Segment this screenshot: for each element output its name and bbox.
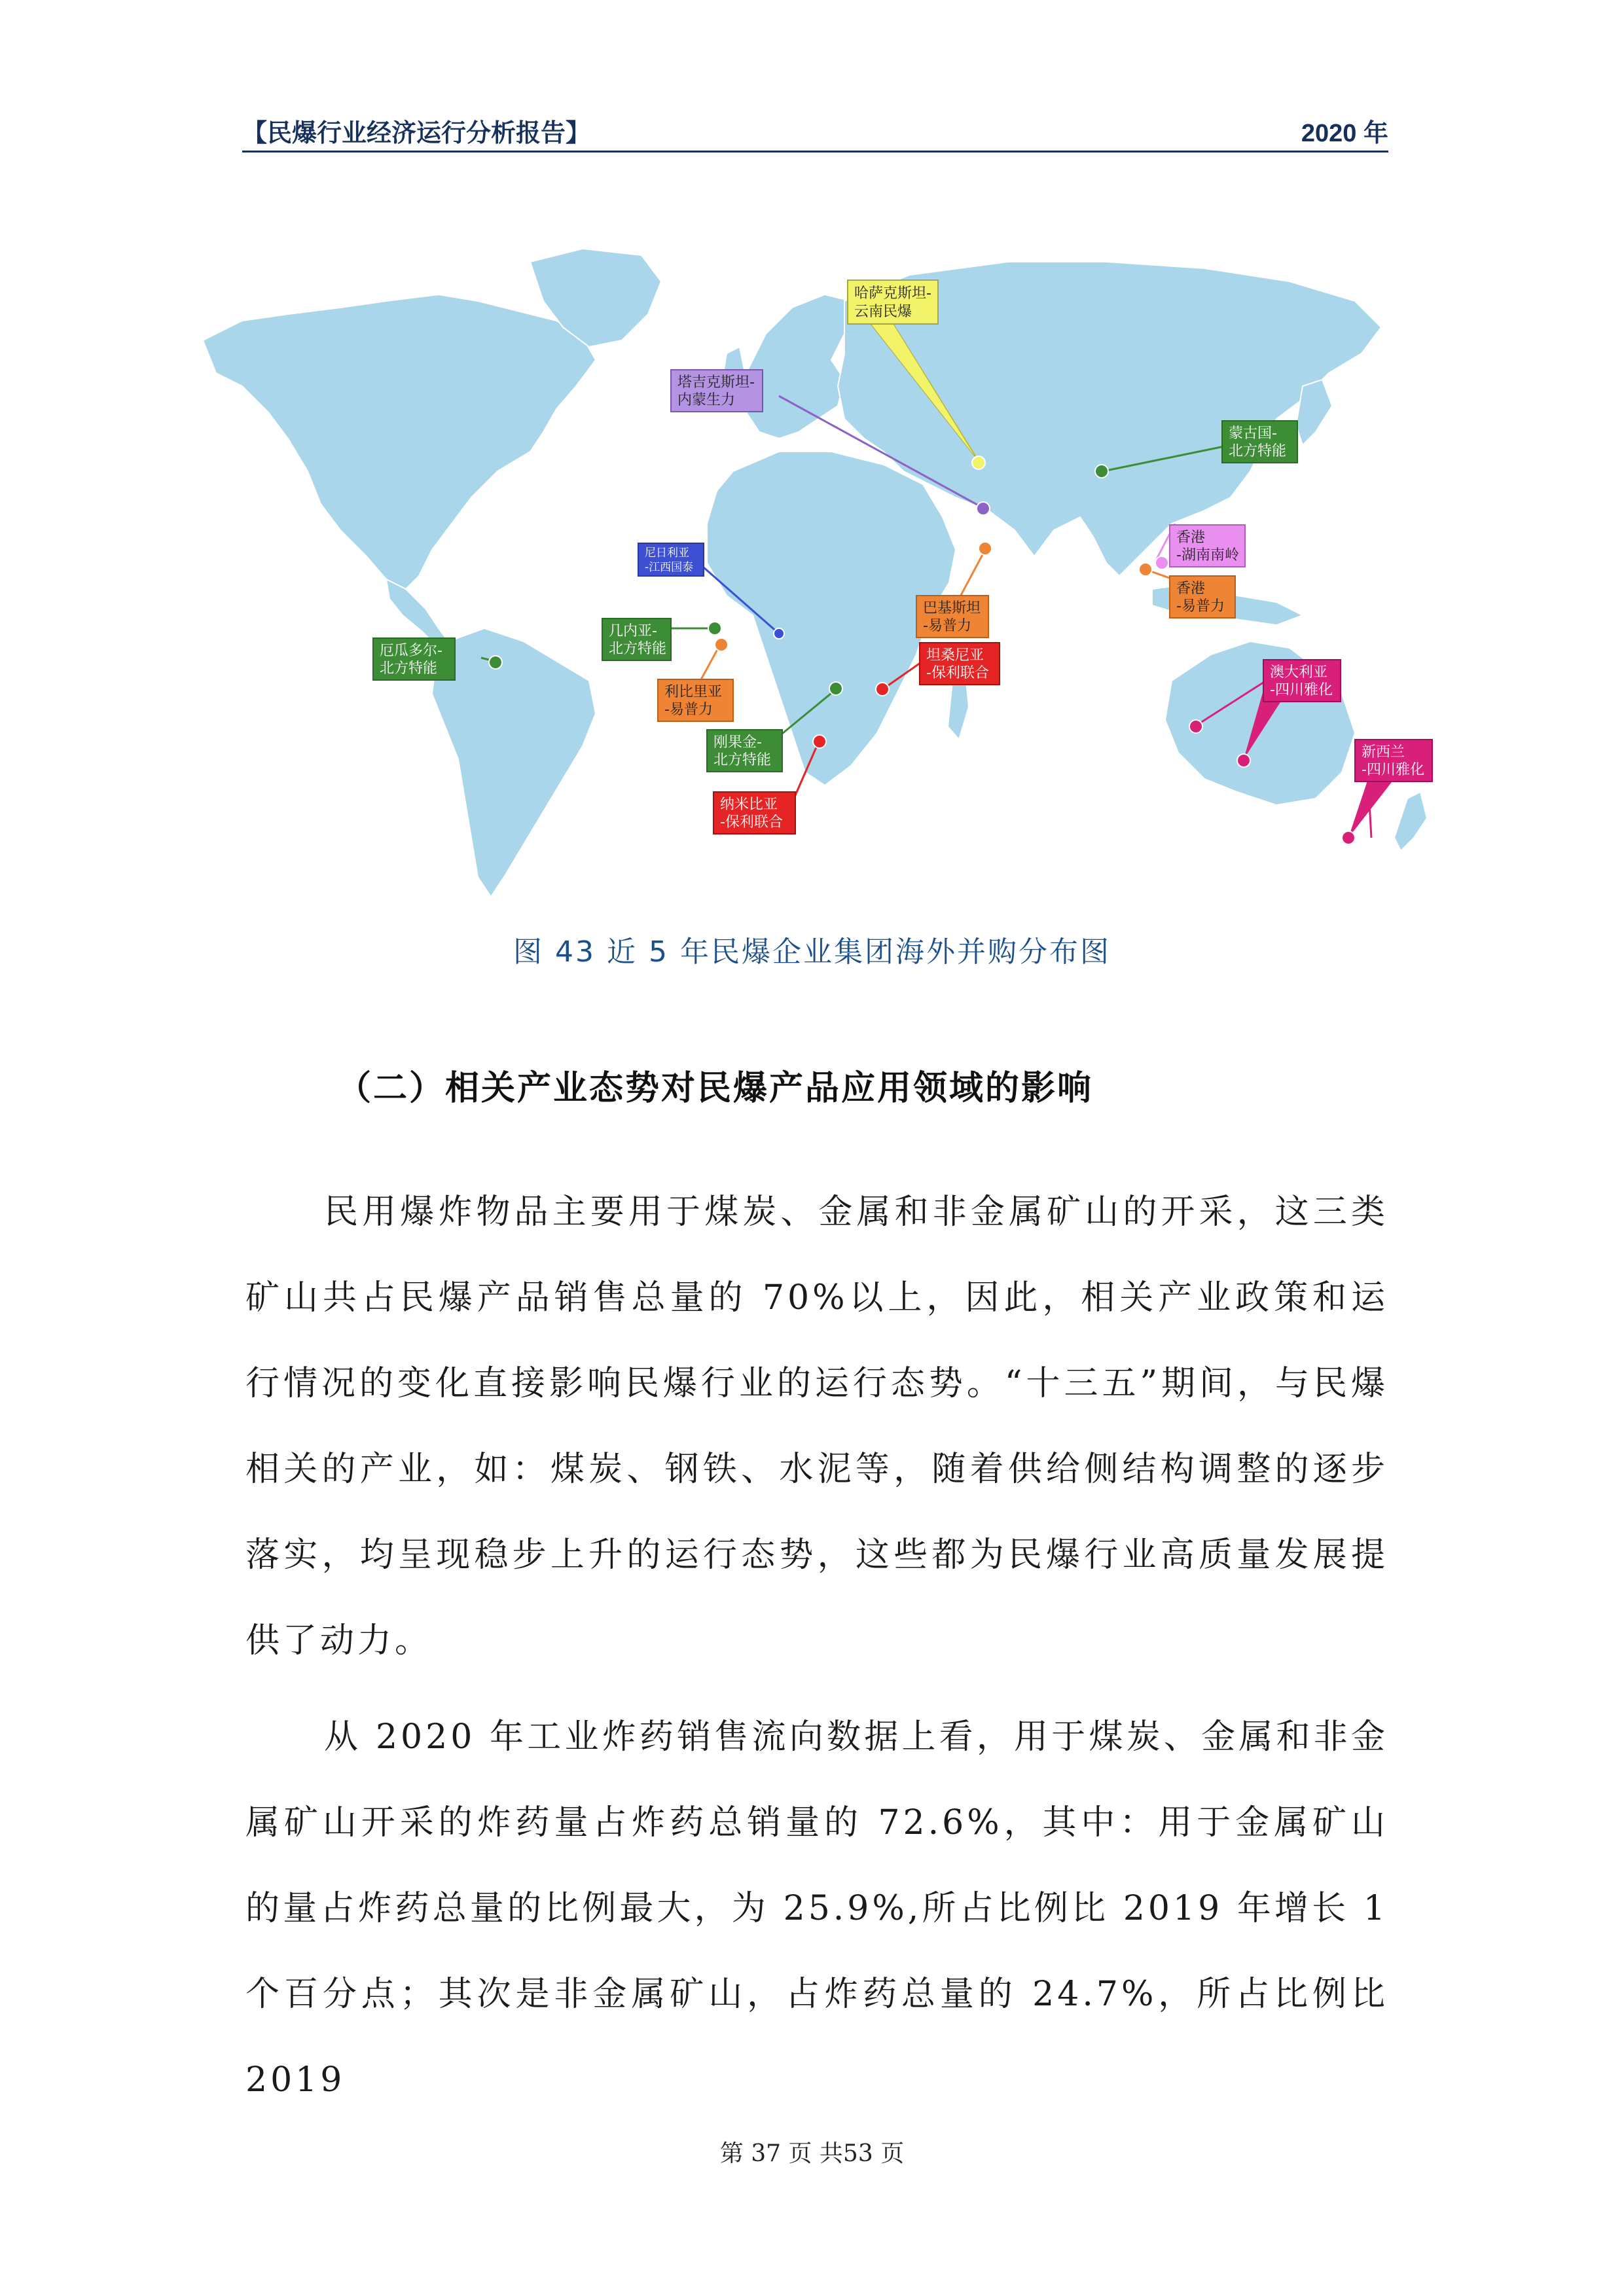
land-masses — [203, 249, 1427, 897]
world-map — [190, 223, 1434, 910]
ecuador-dot — [489, 656, 502, 669]
mongolia-label — [1222, 421, 1297, 463]
europe-shape — [746, 295, 851, 439]
world-map-figure — [190, 223, 1434, 910]
figure-caption: 图 43 近 5 年民爆企业集团海外并购分布图 — [513, 935, 1111, 969]
guinea-dot — [708, 622, 721, 635]
guinea-label — [602, 619, 671, 660]
congo-dot — [829, 682, 842, 695]
hongkong-hunan-label — [1170, 525, 1245, 567]
new-zealand-shape — [1394, 792, 1427, 851]
report-title: 【民爆行业经济运行分析报告】 — [242, 118, 591, 147]
congo-label — [707, 730, 782, 772]
svg-text:利比里亚: 利比里亚 — [664, 684, 723, 700]
svg-text:塔吉克斯坦-: 塔吉克斯坦- — [677, 374, 755, 391]
tanzania-label — [920, 643, 1000, 685]
svg-text:-保利联合: -保利联合 — [926, 665, 989, 681]
svg-text:云南民爆: 云南民爆 — [854, 304, 912, 320]
svg-text:内蒙生力: 内蒙生力 — [677, 392, 736, 408]
section-heading: （二）相关产业态势对民爆产品应用领域的影响 — [337, 1069, 1094, 1108]
svg-text:香港: 香港 — [1176, 581, 1206, 597]
svg-text:新西兰: 新西兰 — [1362, 744, 1405, 761]
australia-east-dot — [1237, 754, 1250, 767]
svg-text:刚果金-: 刚果金- — [713, 734, 762, 751]
svg-text:-易普力: -易普力 — [664, 702, 713, 718]
tanzania-dot — [876, 683, 889, 696]
svg-text:纳米比亚: 纳米比亚 — [720, 797, 778, 813]
pakistan-label — [916, 596, 988, 637]
svg-text:-四川雅化: -四川雅化 — [1270, 682, 1333, 698]
svg-text:-易普力: -易普力 — [923, 618, 971, 634]
south-america-shape — [432, 628, 596, 897]
namibia-label — [713, 792, 795, 834]
svg-text:尼日利亚: 尼日利亚 — [645, 547, 689, 560]
paragraph-2: 从 2020 年工业炸药销售流向数据上看，用于煤炭、金属和非金属矿山开采的炸药量占炸药总销量的 72.6%，其中：用于金属矿山的量占炸药总量的比例最大，为 25.9%,所占比例比 2019 年增长 1 个百分点；其次是非金属矿山，占炸药总量的 24.7%，所占比例比 2019 — [245, 1717, 1388, 2100]
pakistan-leader — [959, 550, 985, 599]
svg-text:巴基斯坦: 巴基斯坦 — [923, 600, 981, 617]
australia-dot — [1189, 720, 1202, 733]
svg-text:北方特能: 北方特能 — [1229, 443, 1287, 459]
svg-text:-易普力: -易普力 — [1176, 598, 1225, 615]
tajikistan-dot — [977, 502, 990, 515]
svg-text:澳大利亚: 澳大利亚 — [1270, 664, 1328, 681]
page-number: 第 37 页 共53 页 — [719, 2140, 905, 2167]
svg-text:北方特能: 北方特能 — [609, 641, 667, 657]
ecuador-label — [373, 638, 455, 680]
svg-text:几内亚-: 几内亚- — [609, 623, 657, 639]
svg-text:北方特能: 北方特能 — [713, 752, 772, 768]
nigeria-dot — [774, 628, 784, 639]
svg-text:哈萨克斯坦-: 哈萨克斯坦- — [854, 285, 931, 302]
namibia-dot — [813, 735, 826, 748]
kazakhstan-dot — [972, 456, 985, 469]
newzealand-dot — [1342, 831, 1355, 844]
svg-text:坦桑尼亚: 坦桑尼亚 — [926, 647, 984, 664]
north-america-shape — [203, 295, 596, 589]
kazakhstan-label — [848, 280, 938, 324]
svg-text:-湖南南岭: -湖南南岭 — [1176, 547, 1239, 564]
report-year: 2020 年 — [1301, 120, 1388, 147]
hongkong-hunan-dot — [1155, 556, 1168, 569]
svg-text:北方特能: 北方特能 — [380, 660, 438, 677]
pakistan-dot — [979, 542, 992, 555]
mongolia-dot — [1095, 465, 1108, 478]
svg-text:蒙古国-: 蒙古国- — [1229, 425, 1277, 442]
australia-label — [1263, 660, 1341, 702]
liberia-label — [658, 679, 733, 721]
hongkong-yipuli-dot — [1139, 563, 1152, 576]
svg-text:-保利联合: -保利联合 — [720, 814, 783, 831]
header-divider — [242, 151, 1388, 152]
hongkong-yipuli-label — [1170, 576, 1235, 618]
svg-text:厄瓜多尔-: 厄瓜多尔- — [380, 643, 442, 659]
svg-text:香港: 香港 — [1176, 529, 1206, 546]
svg-text:-江西国泰: -江西国泰 — [645, 561, 694, 574]
nigeria-label — [638, 543, 704, 576]
liberia-dot — [715, 638, 728, 651]
japan-shape — [1296, 380, 1332, 445]
newzealand-label — [1355, 740, 1432, 781]
paragraph-1: 民用爆炸物品主要用于煤炭、金属和非金属矿山的开采，这三类矿山共占民爆产品销售总量的 70%以上，因此，相关产业政策和运行情况的变化直接影响民爆行业的运行态势。“十三五”期间，与民爆相关的产业，如：煤炭、钢铁、水泥等，随着供给侧结构调整的逐步落实，均呈现稳步上升的运行态势，这些都为民爆行业高质量发展提供了动力。 — [245, 1193, 1388, 1660]
tajikistan-label — [671, 370, 763, 412]
svg-text:-四川雅化: -四川雅化 — [1362, 762, 1424, 778]
